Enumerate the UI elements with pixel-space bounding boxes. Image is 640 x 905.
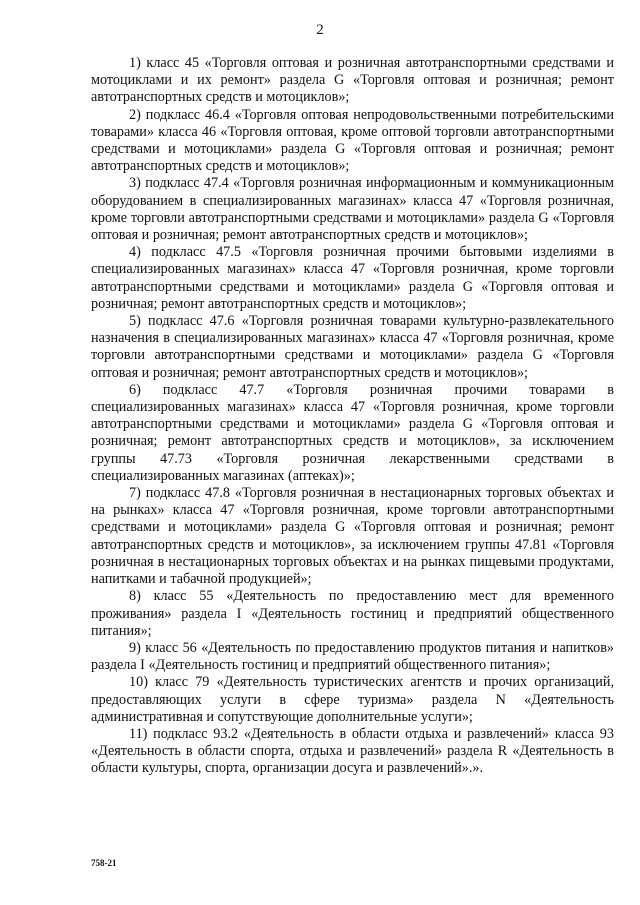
list-item: 1) класс 45 «Торговля оптовая и розничная автотранспортными средствами и мотоциклами и их ремонт» раздела G «Торговля оптовая и розничная; ремонт автотранспортных средств и мотоциклов»; — [91, 55, 614, 106]
list-item: 5) подкласс 47.6 «Торговля розничная товарами культурно-развлекательного назначения в специализированных магазинах» класса 47 «Торговля розничная, кроме торговли автотранспортными средствами и мотоциклами» раздела G «Торговля оптовая и розничная; ремонт автотранспортных средств и мотоциклов»; — [91, 313, 614, 381]
document-code: 758-21 — [91, 858, 117, 868]
list-item: 4) подкласс 47.5 «Торговля розничная прочими бытовыми изделиями в специализированных магазинах» класса 47 «Торговля розничная, кроме торговли автотранспортными средствами и мотоциклами» раздела G «Торговля оптовая и розничная; ремонт автотранспортных средств и мотоциклов»; — [91, 244, 614, 312]
list-item: 2) подкласс 46.4 «Торговля оптовая непродовольственными потребительскими товарами» класса 46 «Торговля оптовая, кроме оптовой торговли автотранспортными средствами и мотоциклами» раздела G «Торговля оптовая и розничная; ремонт автотранспортных средств и мотоциклов»; — [91, 106, 614, 175]
list-item: 9) класс 56 «Деятельность по предоставлению продуктов питания и напитков» раздела I «Деятельность гостиниц и предприятий общественного питания»; — [91, 639, 614, 674]
list-item: 10) класс 79 «Деятельность туристических агентств и прочих организаций, предоставляющих услуги в сфере туризма» раздела N «Деятельность административная и сопутствующие дополнительные услуги»; — [91, 674, 614, 725]
list-item: 8) класс 55 «Деятельность по предоставлению мест для временного проживания» раздела I «Деятельность гостиниц и предприятий общественного питания»; — [91, 588, 614, 639]
list-item: 6) подкласс 47.7 «Торговля розничная прочими товарами в специализированных магазинах» класса 47 «Торговля розничная, кроме торговли автотранспортными средствами и мотоциклами» раздела G «Торговля оптовая и розничная; ремонт автотранспортных средств и мотоциклов», за исключением группы 47.73 «Торговля розничная лекарственными средствами в специализированных магазинах (аптеках)»; — [91, 381, 614, 484]
page-number: 2 — [316, 22, 324, 38]
list-item: 7) подкласс 47.8 «Торговля розничная в нестационарных торговых объектах и на рынках» класса 47 «Торговля розничная, кроме торговли автотранспортными средствами и мотоциклами» раздела G «Торговля оптовая и розничная; ремонт автотранспортных средств и мотоциклов», за исключением группы 47.81 «Торговля розничная в нестационарных торговых объектах и на рынках пищевыми продуктами, напитками и табачной продукцией»; — [91, 485, 614, 588]
list-item: 3) подкласс 47.4 «Торговля розничная информационным и коммуникационным оборудованием в специализированных магазинах» класса 47 «Торговля розничная, кроме торговли автотранспортными средствами и мотоциклами» раздела G «Торговля оптовая и розничная; ремонт автотранспортных средств и мотоциклов»; — [91, 175, 614, 244]
document-body — [91, 55, 614, 778]
list-item: 11) подкласс 93.2 «Деятельность в области отдыха и развлечений» класса 93 «Деятельность в области спорта, отдыха и развлечений» раздела R «Деятельность в области культуры, спорта, организации досуга и развлечений».». — [91, 725, 614, 777]
